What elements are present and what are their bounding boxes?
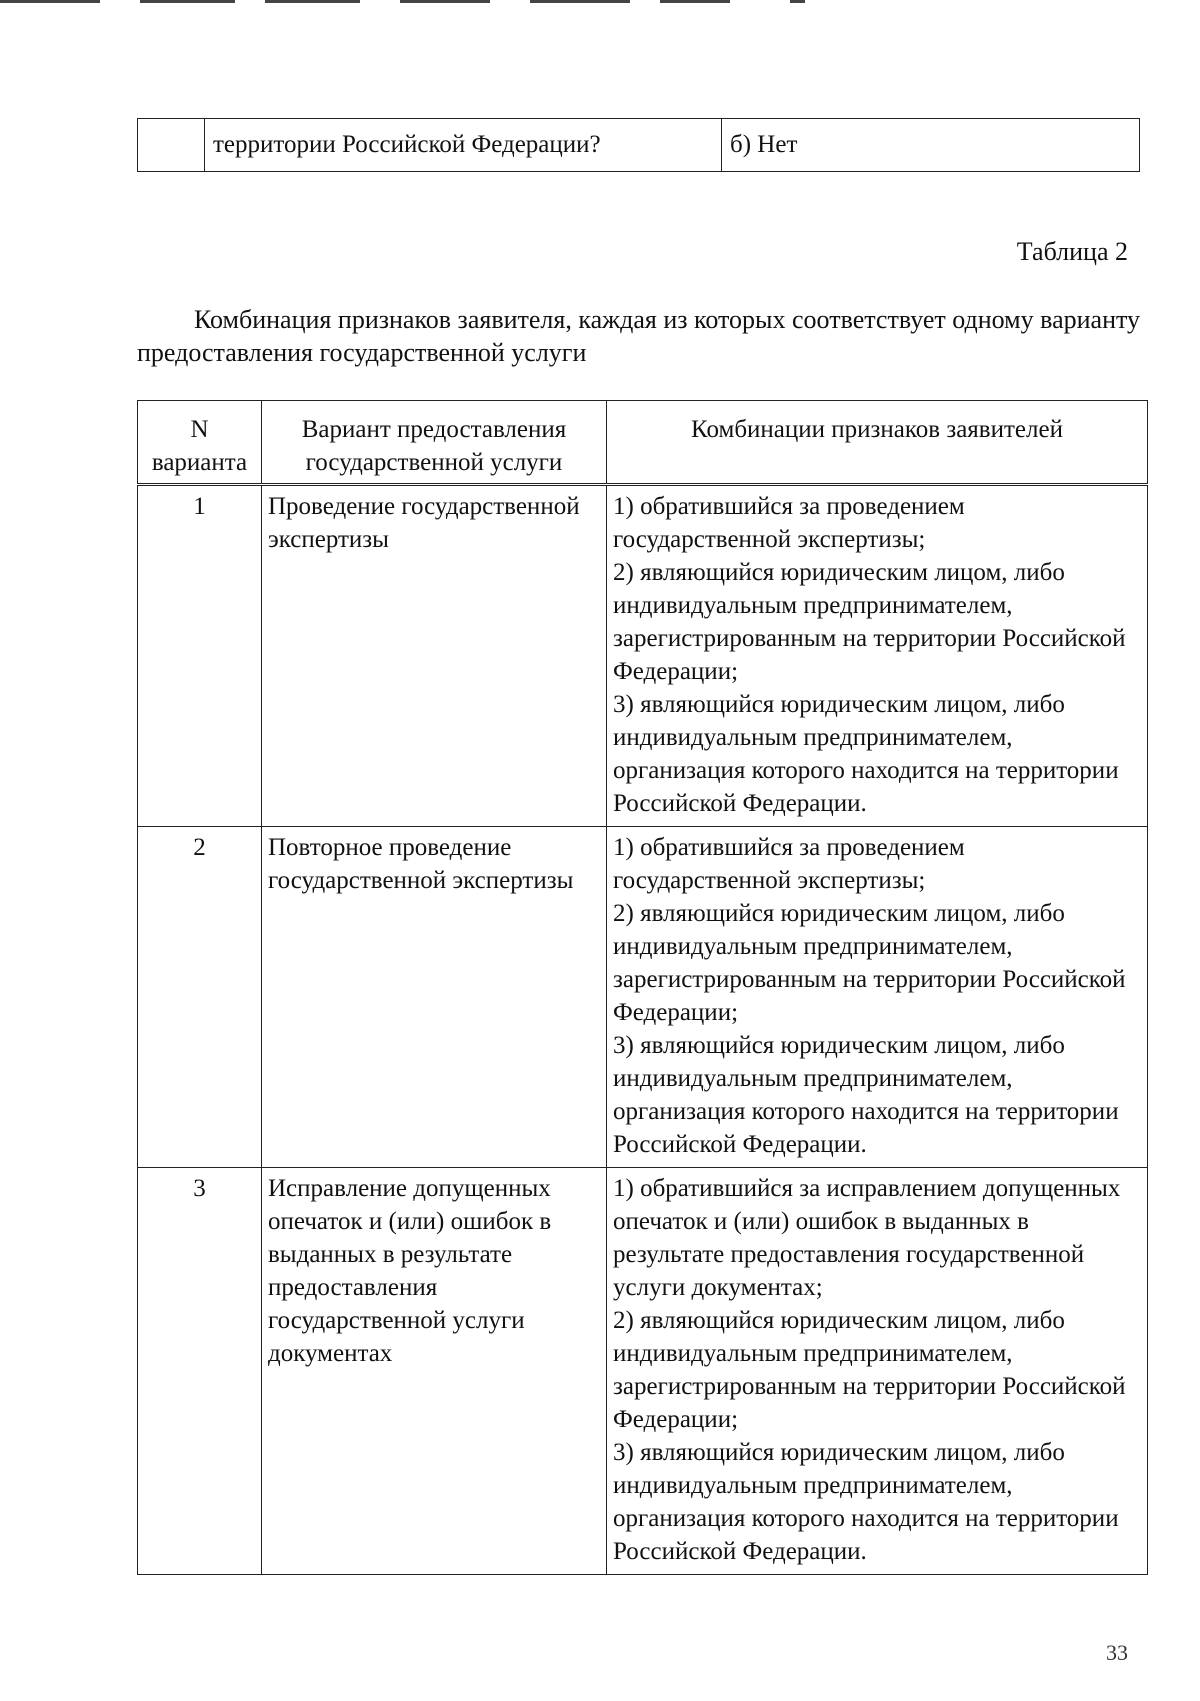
table-row <box>138 827 1148 1168</box>
variant-name: Повторное проведение государственной экспертизы <box>262 827 607 1168</box>
criterion-item: 2) являющийся юридическим лицом, либо индивидуальным предпринимателем, зарегистрированным на территории Российской Федерации; <box>613 900 1126 1026</box>
scan-edge-artifact <box>0 0 1200 6</box>
variant-number: 1 <box>138 485 262 827</box>
header-variant: Вариант предоставления государственной услуги <box>262 401 607 485</box>
criterion-item: 3) являющийся юридическим лицом, либо индивидуальным предпринимателем, организация которого находится на территории Российской Федерации. <box>613 1439 1119 1565</box>
criterion-item: 1) обратившийся за исправлением допущенных опечаток и (или) ошибок в выданных в результате предоставления государственной услуги документах; <box>613 1175 1121 1301</box>
table-caption: Таблица 2 <box>1016 237 1128 266</box>
header-variant-number: N варианта <box>138 401 262 485</box>
continued-table-fragment <box>137 118 1140 172</box>
criterion-item: 1) обратившийся за проведением государственной экспертизы; <box>613 493 965 553</box>
criterion-item: 2) являющийся юридическим лицом, либо индивидуальным предпринимателем, зарегистрированным на территории Российской Федерации; <box>613 1307 1126 1433</box>
criteria-cell <box>607 1168 1148 1575</box>
fragment-cell-num <box>138 119 205 172</box>
variant-number: 2 <box>138 827 262 1168</box>
page-number: 33 <box>1106 1640 1128 1665</box>
criteria-cell <box>607 827 1148 1168</box>
table-title: Комбинация признаков заявителя, каждая из которых соответствует одному варианту предоставления государственной услуги <box>137 305 1140 367</box>
applicant-criteria-table <box>137 400 1148 1575</box>
criteria-cell <box>607 485 1148 827</box>
variant-name: Исправление допущенных опечаток и (или) ошибок в выданных в результате предоставления государственной услуги документах <box>262 1168 607 1575</box>
criterion-item: 1) обратившийся за проведением государственной экспертизы; <box>613 834 965 894</box>
table-row <box>138 485 1148 827</box>
variant-number: 3 <box>138 1168 262 1575</box>
fragment-cell-question: территории Российской Федерации? <box>205 119 722 172</box>
criterion-item: 2) являющийся юридическим лицом, либо индивидуальным предпринимателем, зарегистрированным на территории Российской Федерации; <box>613 559 1126 685</box>
table-row <box>138 1168 1148 1575</box>
table-row <box>138 119 1140 172</box>
criterion-item: 3) являющийся юридическим лицом, либо индивидуальным предпринимателем, организация которого находится на территории Российской Федерации. <box>613 1032 1119 1158</box>
table-header-row <box>138 401 1148 485</box>
table-body <box>138 485 1148 1575</box>
header-criteria: Комбинации признаков заявителей <box>607 401 1148 485</box>
criterion-item: 3) являющийся юридическим лицом, либо индивидуальным предпринимателем, организация которого находится на территории Российской Федерации. <box>613 691 1119 817</box>
variant-name: Проведение государственной экспертизы <box>262 485 607 827</box>
fragment-cell-answer: б) Нет <box>722 119 1140 172</box>
